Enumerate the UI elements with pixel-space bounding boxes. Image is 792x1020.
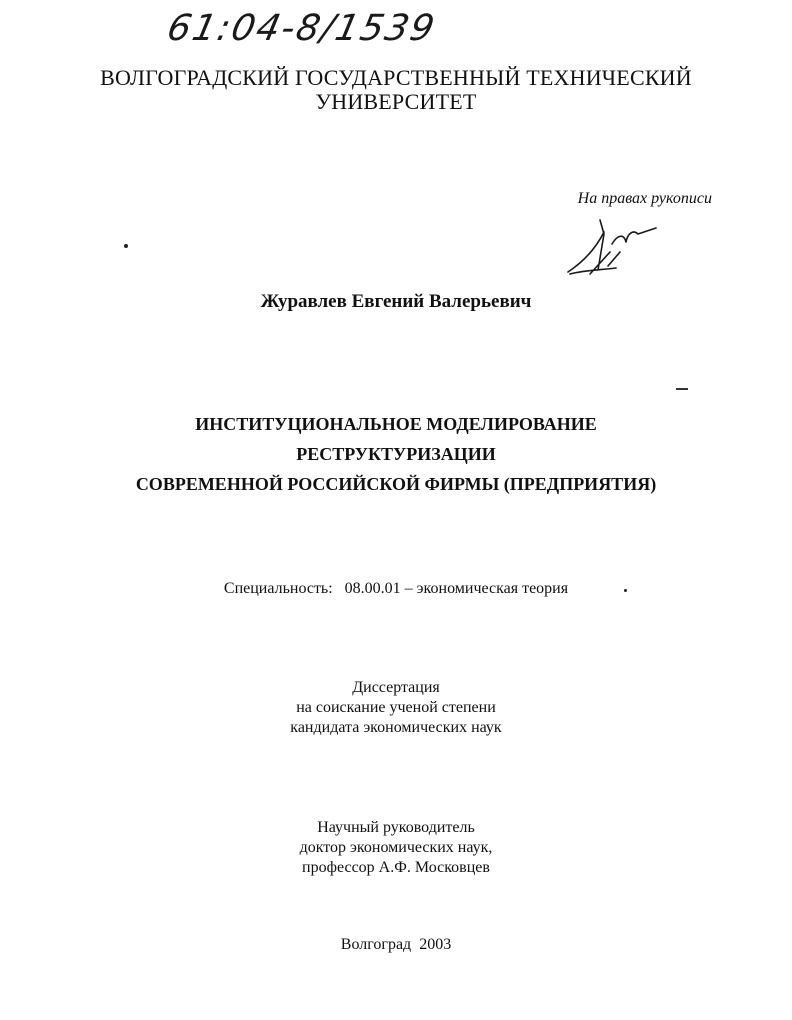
supervisor-block [0,818,792,878]
title-line-3: СОВРЕМЕННОЙ РОССИЙСКОЙ ФИРМЫ (ПРЕДПРИЯТИЯ) [135,474,657,494]
title-line-1: ИНСТИТУЦИОНАЛЬНОЕ МОДЕЛИРОВАНИЕ [195,414,597,434]
degree-line-2: на соискание ученой степени [296,699,496,716]
manuscript-rights-note: На правах рукописи [577,190,712,207]
archive-number-handwritten: 61:04-8/1539 [163,8,440,49]
university-header [0,66,792,114]
supervisor-line-2: доктор экономических наук, [299,839,493,856]
degree-line-3: кандидата экономических наук [290,719,502,736]
scan-dash-right [676,388,688,390]
university-line-1: ВОЛГОГРАДСКИЙ ГОСУДАРСТВЕННЫЙ ТЕХНИЧЕСКИЙ [100,65,692,90]
author-name: Журавлев Евгений Валерьевич [260,291,532,312]
scan-dot-left [124,244,128,248]
dissertation-title [0,409,792,499]
city-year: Волгоград 2003 [340,936,452,953]
specialty-line: Специальность: 08.00.01 – экономическая теория [223,580,569,597]
author-signature [560,212,680,284]
university-line-2: УНИВЕРСИТЕТ [315,89,477,114]
dissertation-degree-block [0,678,792,738]
supervisor-line-3: профессор А.Ф. Московцев [302,859,490,876]
degree-line-1: Диссертация [352,679,440,696]
supervisor-line-1: Научный руководитель [317,819,475,836]
title-line-2: РЕСТРУКТУРИЗАЦИИ [296,444,496,464]
